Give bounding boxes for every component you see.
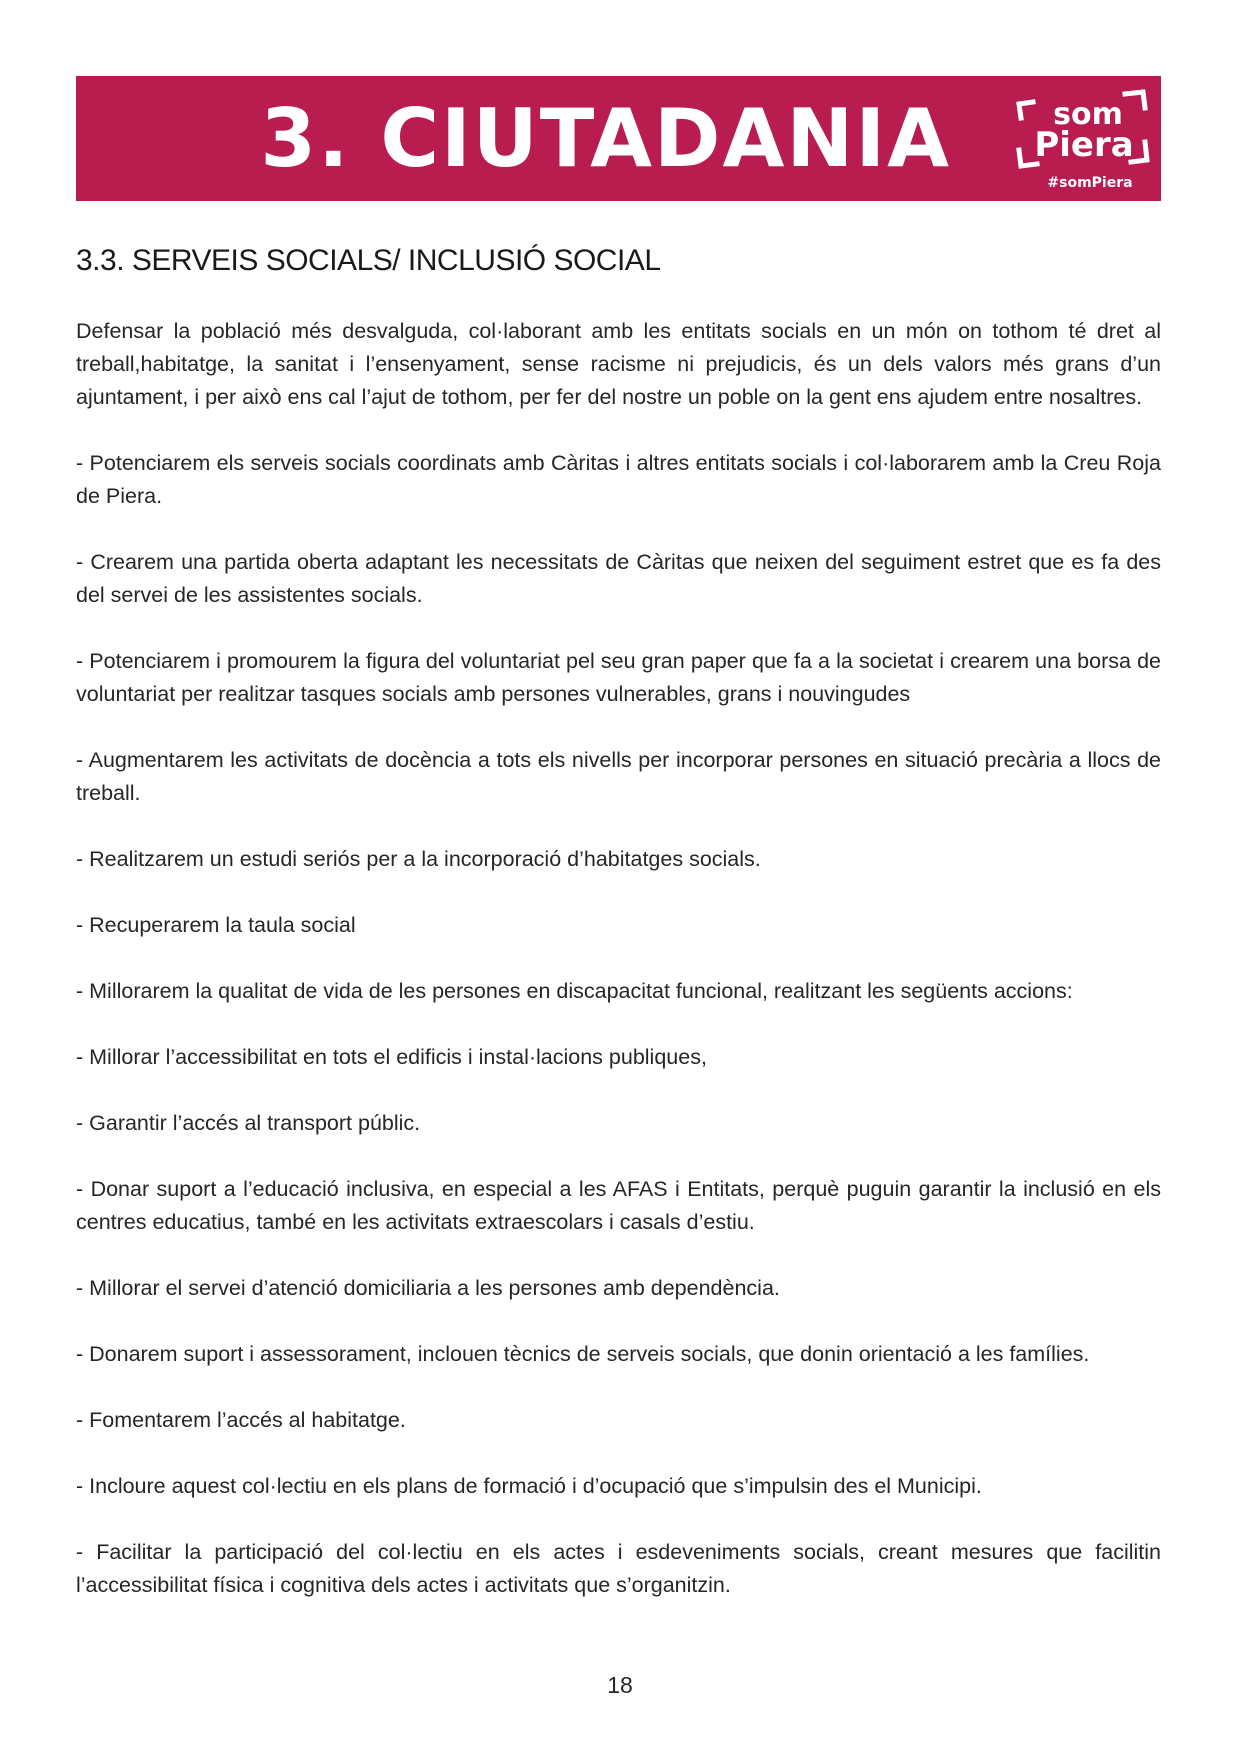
list-item: - Donar suport a l’educació inclusiva, en especial a les AFAS i Entitats, perquè puguin garantir la inclusió en els centres educatius, també en les activitats extraescolars i casals d’estiu. xyxy=(76,1177,1161,1234)
list-item: - Millorar l’accessibilitat en tots el edificis i instal·lacions publiques, xyxy=(76,1045,707,1069)
list-item: - Incloure aquest col·lectiu en els plans de formació i d’ocupació que s’impulsin des el Municipi. xyxy=(76,1474,982,1498)
page-number: 18 xyxy=(607,1672,633,1698)
list-item: - Recuperarem la taula social xyxy=(76,913,356,937)
chapter-banner xyxy=(76,76,1161,201)
list-item: - Garantir l’accés al transport públic. xyxy=(76,1111,421,1135)
list-item: - Millorar el servei d’atenció domiciliaria a les persones amb dependència. xyxy=(76,1276,780,1300)
logo-hashtag: #somPiera xyxy=(1047,175,1133,191)
section-heading: 3.3. SERVEIS SOCIALS/ INCLUSIÓ SOCIAL xyxy=(76,244,661,277)
list-item: - Crearem una partida oberta adaptant les necessitats de Càritas que neixen del seguiment estret que es fa des del servei de les assistentes socials. xyxy=(76,550,1161,607)
list-item: - Donarem suport i assessorament, inclouen tècnics de serveis socials, que donin orientació a les famílies. xyxy=(76,1342,1090,1366)
logo-text-piera: Piera xyxy=(1034,125,1134,165)
list-item: - Potenciarem els serveis socials coordinats amb Càritas i altres entitats socials i col·laborarem amb la Creu Roja de Piera. xyxy=(76,451,1161,508)
som-piera-logo xyxy=(1011,84,1153,194)
intro-paragraph: Defensar la població més desvalguda, col·laborant amb les entitats socials en un món on tothom té dret al treball,habitatge, la sanitat i l’ensenyament, sense racisme ni prejudicis, és un dels valors més grans d’un ajuntament, i per això ens cal l’ajut de tothom, per fer del nostre un poble on la gent ens ajudem entre nosaltres. xyxy=(76,319,1161,409)
logo-text-som: som xyxy=(1053,97,1123,132)
list-item: - Millorarem la qualitat de vida de les persones en discapacitat funcional, realitzant les següents accions: xyxy=(76,979,1073,1003)
section-body xyxy=(76,315,1161,1635)
list-item: - Potenciarem i promourem la figura del voluntariat pel seu gran paper que fa a la societat i crearem una borsa de voluntariat per realitzar tasques socials amb persones vulnerables, grans i nouvingudes xyxy=(76,649,1161,706)
list-item: - Augmentarem les activitats de docència a tots els nivells per incorporar persones en situació precària a llocs de treball. xyxy=(76,748,1161,805)
list-item: - Realitzarem un estudi seriós per a la incorporació d’habitatges socials. xyxy=(76,847,761,871)
chapter-title: 3. CIUTADANIA xyxy=(260,92,951,185)
list-item: - Fomentarem l’accés al habitatge. xyxy=(76,1408,406,1432)
list-item: - Facilitar la participació del col·lectiu en els actes i esdeveniments socials, creant mesures que facilitin l’accessibilitat física i cognitiva dels actes i activitats que s’organitzin. xyxy=(76,1540,1161,1597)
